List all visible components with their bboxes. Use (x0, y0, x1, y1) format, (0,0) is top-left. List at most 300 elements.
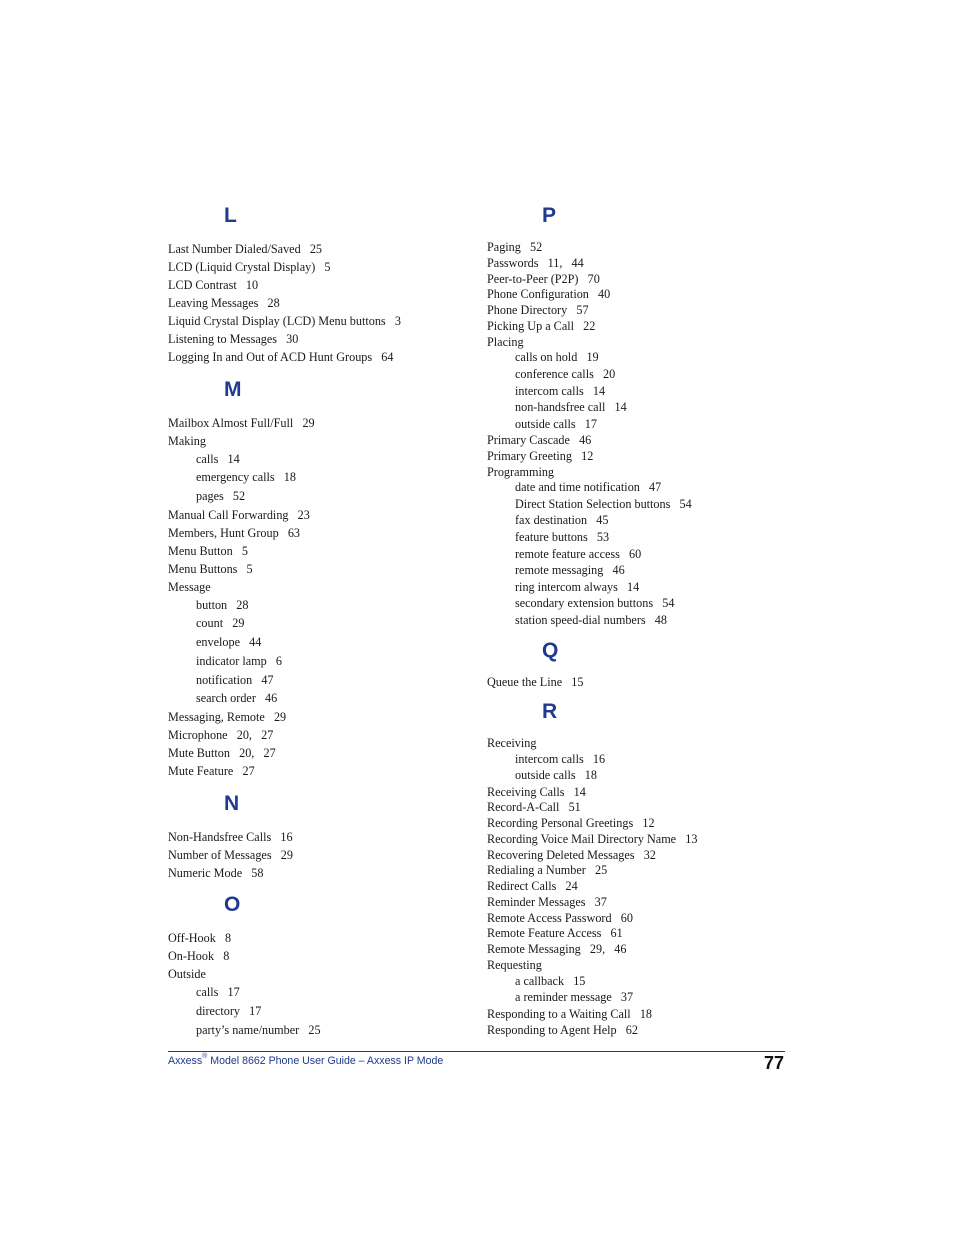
term-spacer (386, 314, 395, 328)
index-entry (487, 272, 600, 286)
page-reference: 12 (581, 449, 594, 463)
index-subentry (515, 974, 585, 988)
index-entry (487, 879, 578, 893)
term-spacer (240, 635, 249, 649)
page-reference: 25 (308, 1023, 321, 1037)
section-letter-q: Q (542, 639, 559, 662)
page-reference: 14 (614, 400, 627, 414)
page-reference: 20, 27 (239, 746, 276, 760)
index-entry (487, 240, 542, 254)
section-letter-n: N (224, 792, 240, 815)
term-spacer (216, 931, 225, 945)
term-spacer (258, 296, 267, 310)
term-spacer (633, 816, 642, 830)
index-entry (487, 303, 589, 317)
term-spacer (601, 926, 610, 940)
page-reference: 54 (679, 497, 692, 511)
index-term: Requesting (487, 958, 542, 972)
index-term: Numeric Mode (168, 866, 243, 880)
index-entry (487, 1023, 638, 1037)
index-entry (168, 728, 273, 742)
index-entry (487, 287, 610, 301)
page-reference: 47 (649, 480, 662, 494)
page-reference: 20, 27 (236, 728, 274, 742)
page-reference: 5 (246, 562, 253, 576)
index-subentry (515, 580, 639, 594)
term-spacer (570, 433, 579, 447)
term-spacer (594, 367, 603, 381)
page-reference: 29 (280, 848, 293, 862)
page-reference: 27 (242, 764, 255, 778)
index-subentry (196, 598, 248, 612)
section-letter-m: M (224, 378, 242, 401)
term-spacer (572, 449, 581, 463)
index-subentry (515, 768, 597, 782)
index-term: Recording Voice Mail Directory Name (487, 832, 677, 846)
index-term: directory (196, 1004, 240, 1018)
page-reference: 14 (592, 384, 606, 398)
term-spacer (228, 728, 237, 742)
term-spacer (612, 990, 621, 1004)
term-spacer (521, 240, 530, 254)
index-subentry (515, 497, 692, 511)
index-entry (487, 911, 633, 925)
page-reference: 37 (620, 990, 634, 1004)
page-reference: 5 (241, 544, 248, 558)
term-spacer (538, 256, 547, 270)
index-subentry (196, 635, 261, 649)
index-subentry (515, 530, 609, 544)
index-subentry (515, 400, 627, 414)
index-term: count (196, 616, 224, 630)
section-letter-o: O (224, 893, 241, 916)
page-reference: 17 (227, 985, 240, 999)
index-entry (487, 736, 536, 750)
index-term: non-handsfree call (515, 400, 606, 414)
page-reference: 57 (576, 303, 589, 317)
index-entry (168, 830, 293, 844)
term-spacer (230, 746, 239, 760)
page-reference: 48 (654, 613, 667, 627)
index-term: envelope (196, 635, 240, 649)
index-entry (487, 800, 581, 814)
index-subentry (515, 990, 633, 1004)
index-entry (487, 465, 554, 479)
page-reference: 25 (309, 242, 322, 256)
index-subentry (515, 480, 661, 494)
term-spacer (620, 547, 629, 561)
page-reference: 15 (573, 974, 586, 988)
index-term: button (196, 598, 228, 612)
index-subentry (196, 985, 240, 999)
index-term: station speed-dial numbers (515, 613, 646, 627)
page-reference: 63 (287, 526, 301, 540)
index-term: Recording Personal Greetings (487, 816, 634, 830)
index-entry (168, 434, 206, 448)
index-term: Members, Hunt Group (168, 526, 279, 540)
page-reference: 52 (232, 489, 246, 503)
page-reference: 17 (249, 1004, 262, 1018)
index-entry (487, 942, 626, 956)
index-term: remote messaging (515, 563, 604, 577)
footer-guide-title: Model 8662 Phone User Guide – Axxess IP Mode (207, 1055, 444, 1067)
term-spacer (562, 675, 571, 689)
section-letter-r: R (542, 700, 558, 723)
index-term: Programming (487, 465, 555, 479)
index-term: secondary extension buttons (515, 596, 654, 610)
page-reference: 46 (265, 691, 278, 705)
page-reference: 18 (283, 470, 296, 484)
footer-registered-mark: ® (202, 1053, 208, 1060)
index-term: outside calls (515, 768, 576, 782)
page-reference: 62 (625, 1023, 638, 1037)
index-term: notification (196, 673, 253, 687)
page-reference: 53 (596, 530, 610, 544)
term-spacer (581, 942, 590, 956)
term-spacer (612, 911, 621, 925)
term-spacer (223, 616, 232, 630)
term-spacer (271, 830, 280, 844)
index-term: Last Number Dialed/Saved (168, 242, 301, 256)
index-subentry (196, 616, 244, 630)
index-term: Queue the Line (487, 675, 563, 689)
term-spacer (565, 785, 574, 799)
term-spacer (564, 974, 573, 988)
section-letter-l: L (224, 204, 237, 227)
index-entry (487, 449, 593, 463)
term-spacer (265, 710, 274, 724)
page-reference: 22 (583, 319, 596, 333)
term-spacer (640, 480, 649, 494)
index-entry (168, 526, 300, 540)
index-entry (168, 848, 293, 862)
page-reference: 44 (249, 635, 262, 649)
term-spacer (635, 848, 644, 862)
index-entry (168, 278, 258, 292)
term-spacer (584, 384, 593, 398)
page-reference: 18 (584, 768, 597, 782)
term-spacer (272, 848, 281, 862)
term-spacer (589, 287, 598, 301)
index-subentry (515, 513, 608, 527)
page-reference: 16 (280, 830, 293, 844)
term-spacer (227, 598, 236, 612)
page-reference: 29 (273, 710, 287, 724)
index-entry (168, 508, 310, 522)
index-entry (168, 350, 393, 364)
page-reference: 51 (568, 800, 581, 814)
page-reference: 16 (592, 752, 606, 766)
term-spacer (242, 866, 251, 880)
index-entry (168, 562, 253, 576)
index-term: Mute Button (168, 746, 230, 760)
term-spacer (214, 949, 223, 963)
index-subentry (196, 691, 277, 705)
index-term: Redialing a Number (487, 863, 586, 877)
page-reference: 58 (251, 866, 264, 880)
index-term: Reminder Messages (487, 895, 586, 909)
index-term: Responding to Agent Help (487, 1023, 617, 1037)
index-subentry (515, 596, 674, 610)
page-reference: 60 (620, 911, 633, 925)
term-spacer (605, 400, 614, 414)
index-term: Non-Handsfree Calls (168, 830, 272, 844)
term-spacer (646, 613, 655, 627)
page-reference: 60 (629, 547, 642, 561)
index-term: Liquid Crystal Display (LCD) Menu buttons (168, 314, 386, 328)
index-term: Primary Greeting (487, 449, 572, 463)
index-entry (168, 931, 231, 945)
term-spacer (670, 497, 679, 511)
index-entry (168, 949, 229, 963)
page-reference: 23 (297, 508, 310, 522)
term-spacer (299, 1023, 308, 1037)
page-reference: 29 (302, 416, 315, 430)
page-reference: 28 (236, 598, 249, 612)
term-spacer (252, 673, 261, 687)
index-term: On-Hook (168, 949, 215, 963)
index-entry (168, 332, 298, 346)
index-term: ring intercom always (515, 580, 618, 594)
index-term: Menu Buttons (168, 562, 238, 576)
index-term: Mailbox Almost Full/Full (168, 416, 294, 430)
page-reference: 37 (594, 895, 607, 909)
term-spacer (574, 319, 583, 333)
term-spacer (653, 596, 662, 610)
index-entry (168, 314, 401, 328)
page-reference: 30 (286, 332, 299, 346)
index-term: Outside (168, 967, 206, 981)
index-entry (487, 958, 542, 972)
index-term: Responding to a Waiting Call (487, 1007, 631, 1021)
index-term: Direct Station Selection buttons (515, 497, 671, 511)
page-reference: 18 (639, 1007, 653, 1021)
index-subentry (515, 613, 667, 627)
index-term: emergency calls (196, 470, 275, 484)
index-term: Logging In and Out of ACD Hunt Groups (168, 350, 373, 364)
page-reference: 5 (324, 260, 331, 274)
page-reference: 3 (394, 314, 401, 328)
index-term: Placing (487, 335, 524, 349)
index-subentry (196, 1004, 261, 1018)
index-entry (168, 296, 280, 310)
index-term: Primary Cascade (487, 433, 570, 447)
page-reference: 54 (662, 596, 675, 610)
index-subentry (196, 1023, 321, 1037)
index-term: Remote Feature Access (487, 926, 602, 940)
index-term: party’s name/number (196, 1023, 300, 1037)
index-entry (487, 785, 586, 799)
page-reference: 46 (579, 433, 592, 447)
index-term: Off-Hook (168, 931, 216, 945)
index-term: pages (196, 489, 224, 503)
footer-rule (168, 1051, 785, 1052)
page-reference: 29 (232, 616, 245, 630)
term-spacer (631, 1007, 640, 1021)
page-reference: 29, 46 (589, 942, 627, 956)
index-entry (168, 866, 263, 880)
index-term: Passwords (487, 256, 539, 270)
footer-brand: Axxess (168, 1055, 203, 1067)
index-entry (168, 416, 315, 430)
index-subentry (515, 384, 605, 398)
term-spacer (618, 580, 627, 594)
index-entry (168, 764, 255, 778)
term-spacer (237, 562, 246, 576)
term-spacer (256, 691, 265, 705)
index-subentry (515, 367, 615, 381)
page-number: 77 (764, 1053, 785, 1073)
index-entry (168, 710, 286, 724)
index-term: Peer-to-Peer (P2P) (487, 272, 579, 286)
index-entry (487, 256, 584, 270)
page-reference: 20 (602, 367, 616, 381)
index-term: Listening to Messages (168, 332, 277, 346)
index-term: Phone Directory (487, 303, 568, 317)
index-term: remote feature access (515, 547, 620, 561)
index-entry (487, 926, 623, 940)
index-subentry (196, 452, 240, 466)
index-entry (168, 242, 322, 256)
page-reference: 64 (381, 350, 394, 364)
index-term: feature buttons (515, 530, 588, 544)
term-spacer (279, 526, 288, 540)
term-spacer (289, 508, 298, 522)
index-term: calls (196, 452, 219, 466)
index-entry (487, 895, 607, 909)
index-entry (168, 580, 211, 594)
term-spacer (676, 832, 685, 846)
term-spacer (301, 242, 310, 256)
term-spacer (584, 752, 593, 766)
term-spacer (588, 530, 597, 544)
footer-title (168, 1055, 443, 1067)
index-subentry (196, 673, 274, 687)
term-spacer (556, 879, 565, 893)
index-term: Picking Up a Call (487, 319, 574, 333)
index-subentry (196, 489, 245, 503)
index-term: Receiving (487, 736, 537, 750)
page-reference: 40 (598, 287, 611, 301)
index-term: Redirect Calls (487, 879, 557, 893)
page-reference: 13 (685, 832, 698, 846)
index-term: calls (196, 985, 219, 999)
index-entry (487, 335, 524, 349)
index-entry (487, 675, 583, 689)
index-term: calls on hold (515, 350, 578, 364)
page-reference: 32 (643, 848, 656, 862)
index-term: Leaving Messages (168, 296, 259, 310)
index-term: Record-A-Call (487, 800, 560, 814)
page-reference: 8 (224, 931, 232, 945)
index-subentry (196, 470, 296, 484)
term-spacer (617, 1023, 626, 1037)
term-spacer (567, 303, 576, 317)
section-letter-p: P (542, 204, 557, 227)
index-entry (487, 863, 607, 877)
term-spacer (237, 278, 246, 292)
page-reference: 24 (565, 879, 578, 893)
page-reference: 14 (573, 785, 586, 799)
index-subentry (515, 547, 641, 561)
term-spacer (578, 272, 587, 286)
index-term: Menu Button (168, 544, 233, 558)
index-entry (487, 1007, 652, 1021)
term-spacer (576, 417, 585, 431)
page-reference: 46 (612, 563, 625, 577)
index-subentry (515, 350, 599, 364)
index-entry (487, 433, 591, 447)
term-spacer (372, 350, 381, 364)
page-reference: 8 (223, 949, 230, 963)
index-entry (487, 319, 595, 333)
term-spacer (275, 470, 284, 484)
page-reference: 10 (245, 278, 259, 292)
term-spacer (233, 544, 242, 558)
page-reference: 14 (227, 452, 240, 466)
page-reference: 28 (267, 296, 280, 310)
term-spacer (240, 1004, 249, 1018)
index-term: Remote Messaging (487, 942, 581, 956)
term-spacer (576, 768, 585, 782)
index-term: date and time notification (515, 480, 640, 494)
index-term: Recovering Deleted Messages (487, 848, 635, 862)
index-term: indicator lamp (196, 654, 267, 668)
index-subentry (515, 563, 625, 577)
term-spacer (559, 800, 568, 814)
index-term: Messaging, Remote (168, 710, 265, 724)
index-term: a reminder message (515, 990, 612, 1004)
index-term: Microphone (168, 728, 228, 742)
term-spacer (267, 654, 276, 668)
index-term: LCD (Liquid Crystal Display) (168, 260, 316, 274)
page-reference: 52 (530, 240, 543, 254)
index-term: LCD Contrast (168, 278, 237, 292)
index-entry (168, 544, 248, 558)
index-subentry (515, 752, 605, 766)
index-subentry (515, 417, 597, 431)
page-reference: 6 (275, 654, 282, 668)
page-reference: 19 (586, 350, 599, 364)
index-term: Manual Call Forwarding (168, 508, 289, 522)
page-reference: 11, 44 (547, 256, 584, 270)
page-reference: 14 (627, 580, 640, 594)
page-reference: 61 (610, 926, 623, 940)
page-reference: 12 (642, 816, 655, 830)
index-term: intercom calls (515, 752, 584, 766)
index-term: Remote Access Password (487, 911, 612, 925)
term-spacer (586, 895, 595, 909)
index-subentry (196, 654, 282, 668)
term-spacer (586, 863, 595, 877)
page-reference: 45 (596, 513, 609, 527)
index-term: Message (168, 580, 211, 594)
index-term: search order (196, 691, 256, 705)
index-entry (487, 832, 697, 846)
index-term: a callback (515, 974, 565, 988)
page-reference: 25 (594, 863, 608, 877)
page-reference: 17 (584, 417, 597, 431)
index-term: Mute Feature (168, 764, 234, 778)
page-reference: 47 (261, 673, 274, 687)
index-term: conference calls (515, 367, 594, 381)
index-entry (487, 816, 655, 830)
index-term: outside calls (515, 417, 576, 431)
index-term: Making (168, 434, 206, 448)
index-term: Phone Configuration (487, 287, 589, 301)
index-entry (168, 967, 206, 981)
index-term: Paging (487, 240, 521, 254)
